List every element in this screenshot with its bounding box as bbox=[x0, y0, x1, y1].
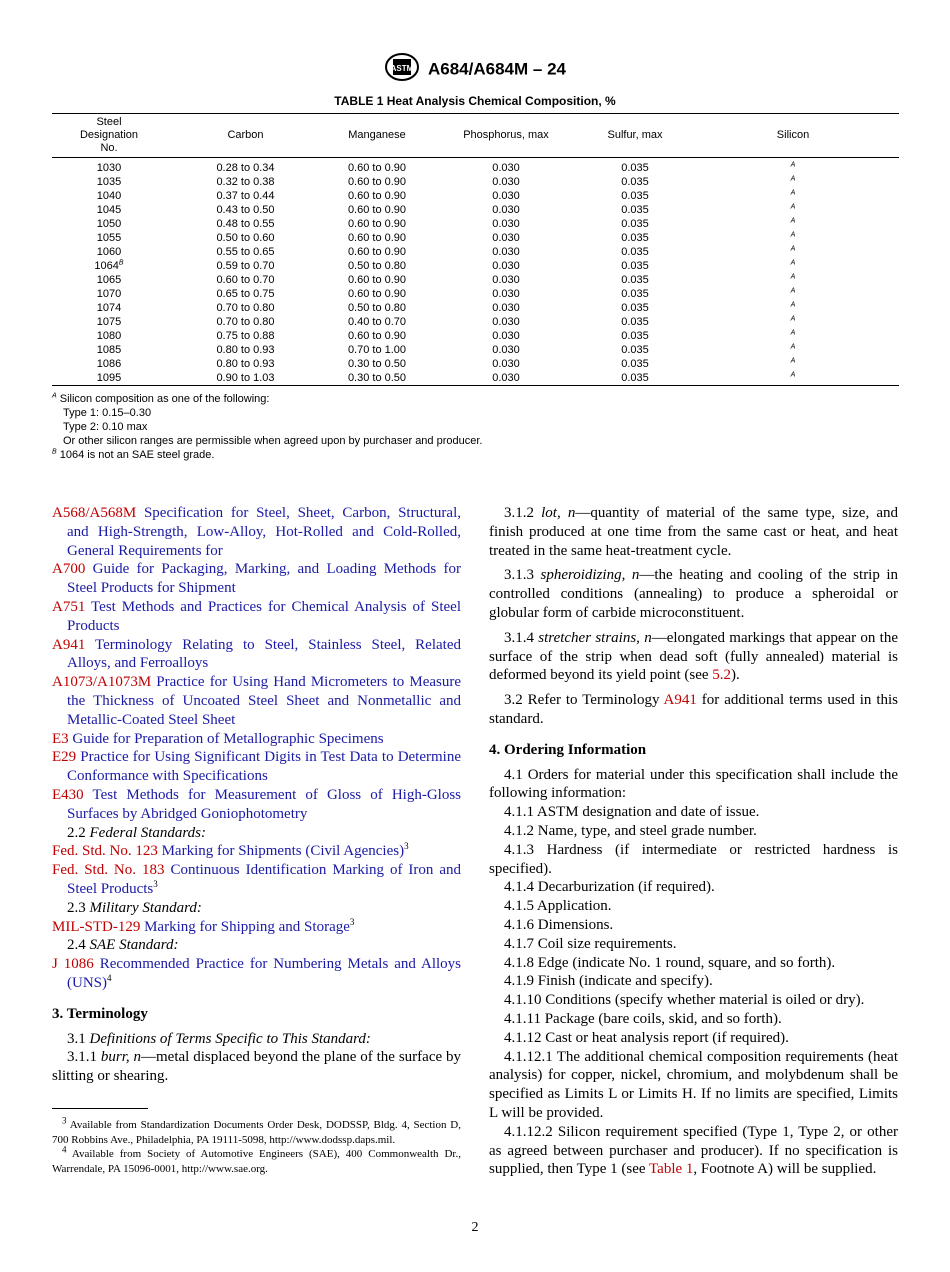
reference-item bbox=[52, 918, 461, 937]
reference-title-link[interactable]: Test Methods and Practices for Chemical Analysis of Steel Products bbox=[67, 598, 461, 634]
section-4-1-12-2: 4.1.12.2 Silicon requirement specified (Type 1, Type 2, or other as agreed between purchaser and producer). If no specification is supplied, then Type 1 (see Table 1, Footnote A) will be supplied. bbox=[489, 1123, 898, 1178]
reference-item bbox=[52, 955, 461, 993]
footnote-ref: 3 bbox=[349, 916, 355, 927]
silicon-footnote-ref: A bbox=[790, 245, 796, 253]
page-footnotes bbox=[52, 1115, 461, 1176]
footnote-ref: 3 bbox=[404, 841, 409, 852]
section-2-4: 2.4 SAE Standard: bbox=[67, 937, 179, 954]
table-cell: 0.60 to 0.90 bbox=[347, 232, 407, 244]
silicon-footnote-ref: A bbox=[790, 287, 796, 295]
col-header-silicon: Silicon bbox=[687, 114, 899, 158]
table-cell: 1050 bbox=[96, 218, 122, 230]
reference-title-link[interactable]: Guide for Packaging, Marking, and Loading Methods for Steel Products for Shipment bbox=[67, 561, 461, 597]
table-cell: 0.60 to 0.90 bbox=[347, 176, 407, 188]
silicon-footnote-ref: A bbox=[790, 315, 796, 323]
reference-code-link[interactable]: J 1086 bbox=[52, 956, 94, 973]
table-cell: 0.28 to 0.34 bbox=[216, 162, 275, 174]
astm-logo-icon bbox=[384, 52, 420, 87]
section-3-2: 3.2 Refer to Terminology A941 for additional terms used in this standard. bbox=[489, 692, 898, 727]
reference-title-link[interactable]: Practice for Using Hand Micrometers to Measure the Thickness of Uncoated Steel Sheet and Nonmetallic and Metallic-Coated Steel Sheet bbox=[67, 674, 461, 728]
link-table-1[interactable]: Table 1 bbox=[649, 1161, 694, 1178]
table-cell: 0.48 to 0.55 bbox=[216, 218, 275, 230]
table-cell: 0.59 to 0.70 bbox=[216, 260, 275, 272]
table-cell: 0.035 bbox=[621, 330, 649, 342]
silicon-footnote-ref: A bbox=[790, 329, 796, 337]
table-cell: 1075 bbox=[96, 316, 122, 328]
table-cell: 0.50 to 0.80 bbox=[347, 260, 407, 272]
table-cell: 1030 bbox=[96, 162, 122, 174]
sae-references bbox=[52, 955, 461, 993]
ordering-item: 4.1.12 Cast or heat analysis report (if required). bbox=[504, 1029, 789, 1046]
document-designation: A684/A684M – 24 bbox=[428, 59, 566, 79]
reference-item bbox=[52, 504, 461, 560]
table-cell: 0.030 bbox=[492, 190, 520, 202]
table-cell: 0.80 to 0.93 bbox=[216, 358, 275, 370]
table-cell: 0.60 to 0.90 bbox=[347, 162, 407, 174]
table-cell: 1095 bbox=[96, 372, 122, 384]
heat-analysis-table bbox=[52, 113, 899, 386]
table-row bbox=[52, 273, 899, 287]
reference-item bbox=[52, 861, 461, 899]
ordering-item: 4.1.7 Coil size requirements. bbox=[504, 935, 677, 952]
table-cell: 0.035 bbox=[621, 316, 649, 328]
ordering-item: 4.1.1 ASTM designation and date of issue. bbox=[504, 804, 760, 821]
footnote-a-type2: Type 2: 0.10 max bbox=[63, 421, 148, 433]
silicon-footnote-ref: A bbox=[790, 161, 796, 169]
table-cell: 0.030 bbox=[492, 316, 520, 328]
table-cell: 0.030 bbox=[492, 344, 520, 356]
silicon-footnote-ref: A bbox=[790, 259, 796, 267]
footnote-a: $^A$ Silicon composition as one of the following: bbox=[52, 392, 270, 405]
reference-code-link[interactable]: E29 bbox=[52, 749, 77, 766]
silicon-footnote-ref: A bbox=[790, 217, 796, 225]
table-cell: 0.035 bbox=[621, 358, 649, 370]
section-4-1: 4.1 Orders for material under this specification shall include the following information: bbox=[489, 766, 898, 802]
silicon-footnote-ref: A bbox=[790, 203, 796, 211]
table-cell: 0.40 to 0.70 bbox=[347, 316, 407, 328]
ordering-item: 4.1.4 Decarburization (if required). bbox=[504, 879, 715, 896]
reference-code-link[interactable]: E3 bbox=[52, 730, 69, 747]
reference-code-link[interactable]: MIL-STD-129 bbox=[52, 918, 141, 935]
table-row bbox=[52, 245, 899, 259]
reference-title-link[interactable]: Marking for Shipping and Storage bbox=[144, 918, 350, 935]
section-3-heading: 3. Terminology bbox=[52, 1005, 148, 1022]
reference-title-link[interactable]: Marking for Shipments (Civil Agencies) bbox=[161, 843, 405, 860]
reference-item bbox=[52, 560, 461, 598]
ordering-item: 4.1.6 Dimensions. bbox=[504, 916, 614, 933]
table-cell: 1040 bbox=[96, 190, 122, 202]
table-cell: $1064^B$ bbox=[94, 259, 124, 272]
reference-item bbox=[52, 598, 461, 636]
table-cell: 0.60 to 0.70 bbox=[216, 274, 275, 286]
astm-references bbox=[52, 504, 461, 824]
table-caption: TABLE 1 Heat Analysis Chemical Composition, % bbox=[334, 94, 616, 108]
reference-title-link[interactable]: Guide for Preparation of Metallographic Specimens bbox=[72, 730, 384, 747]
section-4-heading: 4. Ordering Information bbox=[489, 741, 647, 758]
table-cell: 0.030 bbox=[492, 274, 520, 286]
table-cell: 0.035 bbox=[621, 260, 649, 272]
table-row bbox=[52, 329, 899, 343]
table-cell: 0.90 to 1.03 bbox=[216, 372, 275, 384]
section-3-1: 3.1 Definitions of Terms Specific to This Standard: bbox=[67, 1030, 371, 1047]
table-footnotes bbox=[52, 392, 482, 462]
ordering-item: 4.1.9 Finish (indicate and specify). bbox=[504, 973, 713, 990]
table-row bbox=[52, 315, 899, 329]
table-row bbox=[52, 371, 899, 386]
reference-code-link[interactable]: Fed. Std. No. 123 bbox=[52, 843, 158, 860]
reference-title-link[interactable]: Recommended Practice for Numbering Metals and Alloys (UNS) bbox=[67, 956, 462, 991]
section-3-1-4: 3.1.4 stretcher strains, n—elongated markings that appear on the surface of the strip when dead soft (fully annealed) material is deformed beyond its yield point (see 5.2). bbox=[489, 629, 898, 684]
reference-item bbox=[52, 673, 461, 729]
table-cell: 0.75 to 0.88 bbox=[216, 330, 275, 342]
table-cell: 0.70 to 0.80 bbox=[216, 302, 275, 314]
silicon-footnote-ref: A bbox=[790, 343, 796, 351]
silicon-footnote-ref: A bbox=[790, 357, 796, 365]
table-cell: 0.80 to 0.93 bbox=[216, 344, 275, 356]
section-2-2: 2.2 Federal Standards: bbox=[67, 824, 207, 841]
table-cell: 0.030 bbox=[492, 260, 520, 272]
table-cell: 0.65 to 0.75 bbox=[216, 288, 275, 300]
grade-footnote-ref: B bbox=[118, 259, 124, 267]
reference-item bbox=[52, 636, 461, 674]
reference-title-link[interactable]: Terminology Relating to Steel, Stainless Steel, Related Alloys, and Ferroalloys bbox=[67, 636, 461, 672]
reference-item bbox=[52, 730, 461, 749]
table-cell: 0.035 bbox=[621, 246, 649, 258]
table-cell: 0.32 to 0.38 bbox=[216, 176, 275, 188]
col-header-carbon: Carbon bbox=[166, 114, 325, 158]
footnote-3: $^3$ Available from Standardization Documents Order Desk, DODSSP, Bldg. 4, Section D, 700 Robbins Ave., Philadelphia, PA 19111-5098, http://www.dodssp.daps.mil. bbox=[52, 1115, 461, 1146]
section-2-3: 2.3 Military Standard: bbox=[67, 899, 202, 916]
table-cell: 0.035 bbox=[621, 190, 649, 202]
table-cell: 0.030 bbox=[492, 218, 520, 230]
table-row bbox=[52, 259, 899, 273]
table-cell: 0.70 to 1.00 bbox=[347, 344, 407, 356]
table-cell: 1074 bbox=[96, 302, 122, 314]
table-cell: 0.60 to 0.90 bbox=[347, 274, 407, 286]
table-cell: 1055 bbox=[96, 232, 122, 244]
table-cell: 0.030 bbox=[492, 232, 520, 244]
reference-title-link[interactable]: Continuous Identification Marking of Iron and Steel Products bbox=[67, 862, 462, 897]
ordering-item: 4.1.5 Application. bbox=[504, 898, 612, 915]
federal-references bbox=[52, 842, 461, 898]
table-cell: 0.60 to 0.90 bbox=[347, 246, 407, 258]
table-cell: 0.30 to 0.50 bbox=[347, 372, 407, 384]
silicon-footnote-ref: A bbox=[790, 371, 796, 379]
reference-code-link[interactable]: Fed. Std. No. 183 bbox=[52, 862, 165, 879]
table-cell: 0.60 to 0.90 bbox=[347, 204, 407, 216]
table-cell: 0.50 to 0.80 bbox=[347, 302, 407, 314]
table-cell: 0.43 to 0.50 bbox=[216, 204, 275, 216]
table-cell: 1080 bbox=[96, 330, 122, 342]
footnote-b: $^B$ 1064 is not an SAE steel grade. bbox=[52, 448, 215, 461]
reference-code-link[interactable]: A941 bbox=[52, 636, 86, 653]
ordering-item: 4.1.8 Edge (indicate No. 1 round, square, and so forth). bbox=[504, 954, 836, 971]
table-cell: 0.035 bbox=[621, 232, 649, 244]
ordering-item: 4.1.3 Hardness (if intermediate or restricted hardness is specified). bbox=[489, 841, 898, 877]
table-cell: 0.035 bbox=[621, 344, 649, 356]
reference-code-link[interactable]: A700 bbox=[52, 561, 86, 578]
table-cell: 1060 bbox=[96, 246, 122, 258]
reference-code-link[interactable]: E430 bbox=[52, 786, 84, 803]
silicon-footnote-ref: A bbox=[790, 189, 796, 197]
table-cell: 0.030 bbox=[492, 358, 520, 370]
table-cell: 0.50 to 0.60 bbox=[216, 232, 275, 244]
page-number: 2 bbox=[471, 1220, 479, 1235]
table-cell: 0.60 to 0.90 bbox=[347, 190, 407, 202]
table-cell: 0.030 bbox=[492, 372, 520, 384]
silicon-footnote-ref: A bbox=[790, 231, 796, 239]
footnote-a-other: Or other silicon ranges are permissible when agreed upon by purchaser and producer. bbox=[63, 435, 483, 447]
col-header-phosphorus: Phosphorus, max bbox=[429, 114, 583, 158]
table-cell: 0.70 to 0.80 bbox=[216, 316, 275, 328]
table-cell: 0.60 to 0.90 bbox=[347, 330, 407, 342]
table-cell: 0.035 bbox=[621, 288, 649, 300]
page-header bbox=[0, 52, 950, 87]
ordering-item: 4.1.11 Package (bare coils, skid, and so forth). bbox=[504, 1010, 782, 1027]
table-cell: 0.60 to 0.90 bbox=[347, 288, 407, 300]
table-cell: 0.035 bbox=[621, 218, 649, 230]
table-cell: 0.035 bbox=[621, 274, 649, 286]
table-row bbox=[52, 287, 899, 301]
silicon-footnote-ref: A bbox=[790, 301, 796, 309]
reference-item bbox=[52, 748, 461, 786]
table-cell: 0.035 bbox=[621, 162, 649, 174]
table-cell: 1035 bbox=[96, 176, 122, 188]
table-cell: 0.035 bbox=[621, 204, 649, 216]
table-row bbox=[52, 158, 899, 176]
table-cell: 1045 bbox=[96, 204, 122, 216]
table-row bbox=[52, 357, 899, 371]
table-cell: 0.035 bbox=[621, 302, 649, 314]
col-header-manganese: Manganese bbox=[325, 114, 429, 158]
table-cell: 0.030 bbox=[492, 204, 520, 216]
footnote-divider bbox=[52, 1108, 148, 1109]
col-header-designation: Steel Designation No. bbox=[52, 114, 166, 158]
section-3-1-3: 3.1.3 spheroidizing, n—the heating and cooling of the strip in controlled conditions (annealing) to produce a spheroidal or globular form of carbide microconstituent. bbox=[489, 567, 899, 621]
table-cell: 1086 bbox=[96, 358, 122, 370]
reference-item bbox=[52, 842, 461, 861]
ordering-item: 4.1.2 Name, type, and steel grade number. bbox=[504, 822, 757, 839]
table-cell: 1085 bbox=[96, 344, 122, 356]
ordering-item: 4.1.10 Conditions (specify whether material is oiled or dry). bbox=[504, 992, 865, 1009]
ordering-item: 4.1.12.1 The additional chemical composition requirements (heat analysis) for copper, nickel, chromium, and molybdenum shall be specified as Limits L or Limits H. If no limits are specified, Limits L will be provided. bbox=[489, 1048, 898, 1121]
right-column bbox=[489, 504, 898, 1179]
footnote-a-type1: Type 1: 0.15–0.30 bbox=[63, 407, 152, 419]
reference-title-link[interactable]: Test Methods for Measurement of Gloss of High-Gloss Surfaces by Abridged Goniophotometry bbox=[67, 786, 461, 822]
table-row bbox=[52, 189, 899, 203]
link-5-2[interactable]: 5.2 bbox=[712, 667, 732, 684]
svg-text:ASTM: ASTM bbox=[390, 64, 414, 73]
section-3-1-2: 3.1.2 lot, n—quantity of material of the same type, size, and finish produced at one time from the same cast or heat, and heat treated in the same heat-treatment cycle. bbox=[489, 505, 898, 559]
footnote-ref: 4 bbox=[107, 972, 112, 983]
table-header-row bbox=[52, 114, 899, 158]
link-a941[interactable]: A941 bbox=[663, 692, 697, 709]
table-cell: 0.030 bbox=[492, 302, 520, 314]
left-column bbox=[52, 504, 461, 1086]
table-cell: 0.035 bbox=[621, 372, 649, 384]
table-row bbox=[52, 175, 899, 189]
ordering-items bbox=[489, 803, 898, 1123]
footnote-4: $^4$ Available from Society of Automotive Engineers (SAE), 400 Commonwealth Dr., Warrendale, PA 15096-0001, http://www.sae.org. bbox=[52, 1144, 461, 1175]
table-cell: 0.60 to 0.90 bbox=[347, 218, 407, 230]
table-cell: 1065 bbox=[96, 274, 122, 286]
table-cell: 1070 bbox=[96, 288, 122, 300]
reference-code-link[interactable]: A751 bbox=[52, 598, 86, 615]
reference-code-link[interactable]: A1073/A1073M bbox=[52, 674, 152, 691]
footnote-ref: 3 bbox=[153, 878, 158, 889]
table-cell: 0.030 bbox=[492, 330, 520, 342]
table-row bbox=[52, 203, 899, 217]
reference-item bbox=[52, 786, 461, 824]
table-cell: 0.030 bbox=[492, 288, 520, 300]
table-cell: 0.55 to 0.65 bbox=[216, 246, 275, 258]
table-cell: 0.030 bbox=[492, 176, 520, 188]
table-row bbox=[52, 343, 899, 357]
reference-title-link[interactable]: Practice for Using Significant Digits in Test Data to Determine Conformance with Specifications bbox=[67, 749, 461, 785]
silicon-footnote-ref: A bbox=[790, 175, 796, 183]
table-cell: 0.37 to 0.44 bbox=[216, 190, 275, 202]
silicon-footnote-ref: A bbox=[790, 273, 796, 281]
table-cell: 0.30 to 0.50 bbox=[347, 358, 407, 370]
table-row bbox=[52, 217, 899, 231]
reference-code-link[interactable]: A568/A568M bbox=[52, 505, 137, 521]
col-header-sulfur: Sulfur, max bbox=[583, 114, 687, 158]
table-cell: 0.030 bbox=[492, 246, 520, 258]
military-references bbox=[52, 918, 461, 937]
section-3-1-1: 3.1.1 burr, n—metal displaced beyond the plane of the surface by slitting or shearing. bbox=[52, 1049, 462, 1085]
table-body bbox=[52, 158, 899, 386]
table-cell: 0.030 bbox=[492, 162, 520, 174]
reference-title-link[interactable]: Specification for Steel, Sheet, Carbon, Structural, and High-Strength, Low-Alloy, Hot-Rolled and Cold-Rolled, General Requirements for bbox=[67, 505, 461, 559]
table-row bbox=[52, 301, 899, 315]
table-cell: 0.035 bbox=[621, 176, 649, 188]
table-row bbox=[52, 231, 899, 245]
